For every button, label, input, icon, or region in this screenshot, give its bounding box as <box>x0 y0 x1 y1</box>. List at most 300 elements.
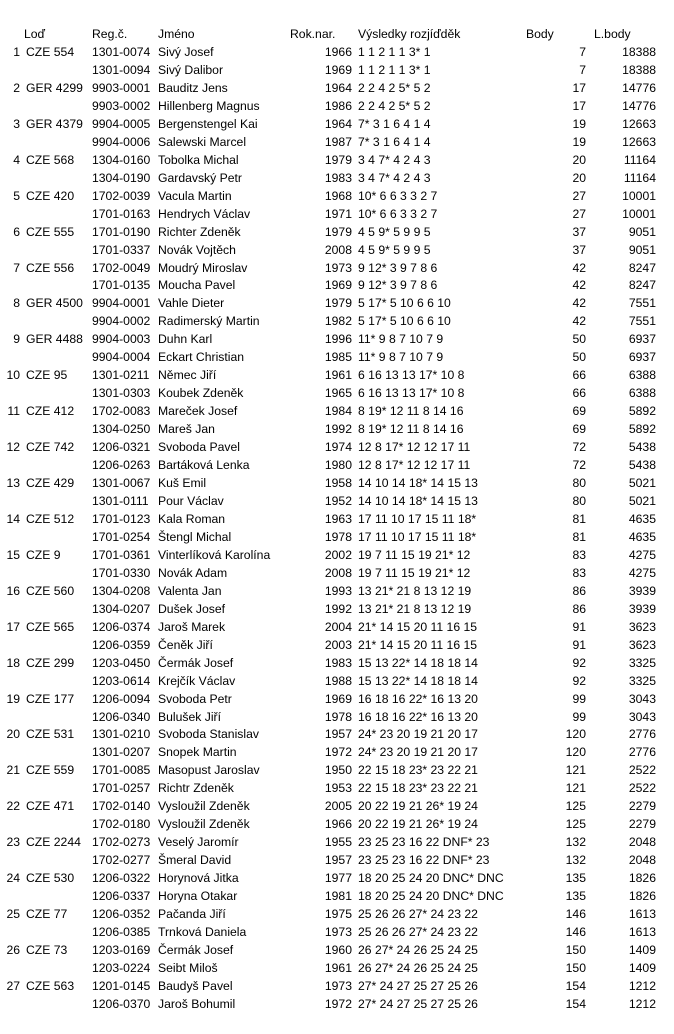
sailor-name-cell: Svoboda Pavel <box>158 440 240 455</box>
sailor-name-cell: Vacula Martin <box>158 188 232 203</box>
table-row <box>0 151 674 169</box>
ranking-points-cell: 1826 <box>628 889 656 904</box>
ranking-points-cell: 5892 <box>628 422 656 437</box>
position-cell <box>0 276 20 294</box>
ranking-points-cell: 3939 <box>628 583 656 598</box>
ranking-points-cell: 12663 <box>622 116 656 131</box>
points-cell: 81 <box>572 511 586 526</box>
position-cell <box>0 708 20 726</box>
ranking-points-cell: 9051 <box>628 224 656 239</box>
boat-cell: CZE 565 <box>26 619 75 634</box>
boat-cell: CZE 554 <box>26 45 75 59</box>
header-results: Výsledky rozjíďděk <box>358 27 461 41</box>
ranking-points-cell: 5438 <box>628 458 656 473</box>
race-results-cell: 19 7 11 15 19 21* 12 <box>358 547 471 562</box>
birth-year-cell: 1979 <box>324 224 352 239</box>
points-cell: 42 <box>572 314 586 329</box>
boat-cell: CZE 568 <box>26 152 75 167</box>
reg-number-cell: 1301-0094 <box>92 62 151 77</box>
boat-cell <box>26 456 90 474</box>
ranking-points-cell: 5021 <box>628 476 656 491</box>
reg-number-cell: 9904-0003 <box>92 332 151 347</box>
position-cell <box>0 600 20 618</box>
sailor-name-cell: Gardavský Petr <box>158 170 242 185</box>
boat-cell: CZE 9 <box>26 547 61 562</box>
table-row <box>0 276 674 294</box>
race-results-cell: 15 13 22* 14 18 18 14 <box>358 655 478 670</box>
reg-number-cell: 1701-0123 <box>92 511 151 526</box>
birth-year-cell: 1977 <box>324 871 352 886</box>
position-cell <box>0 205 20 223</box>
reg-number-cell: 1702-0180 <box>92 817 151 832</box>
table-row <box>0 115 674 133</box>
sailor-name-cell: Vysloužil Zdeněk <box>158 799 250 814</box>
ranking-points-cell: 14776 <box>622 80 656 95</box>
position-cell <box>0 564 20 582</box>
position-cell: 11 <box>7 404 20 419</box>
table-row <box>0 205 674 223</box>
header-boat: Loď <box>24 27 46 41</box>
position-cell <box>0 851 20 869</box>
ranking-points-cell: 7551 <box>628 314 656 329</box>
birth-year-cell: 1966 <box>324 45 352 59</box>
boat-cell <box>26 779 90 797</box>
boat-cell: CZE 742 <box>26 440 75 455</box>
ranking-points-cell: 6937 <box>628 350 656 365</box>
sailor-name-cell: Moudrý Miroslav <box>158 260 248 275</box>
boat-cell: CZE 412 <box>26 404 75 419</box>
table-row <box>0 959 674 977</box>
ranking-points-cell: 3325 <box>628 673 656 688</box>
reg-number-cell: 1206-0340 <box>92 709 151 724</box>
ranking-points-cell: 3623 <box>628 619 656 634</box>
boat-cell: CZE 429 <box>26 476 75 491</box>
race-results-cell: 22 15 18 23* 23 22 21 <box>358 763 478 778</box>
ranking-points-cell: 3623 <box>628 637 656 652</box>
boat-cell <box>26 959 90 977</box>
points-cell: 66 <box>572 368 586 383</box>
points-cell: 27 <box>572 188 586 203</box>
points-cell: 42 <box>572 296 586 311</box>
points-cell: 20 <box>572 170 586 185</box>
boat-cell: CZE 531 <box>26 727 75 742</box>
birth-year-cell: 1953 <box>324 781 352 796</box>
position-cell <box>0 97 20 115</box>
points-cell: 69 <box>572 404 586 419</box>
race-results-cell: 26 27* 24 26 25 24 25 <box>358 943 478 957</box>
birth-year-cell: 1958 <box>324 476 352 491</box>
table-row <box>0 366 674 384</box>
boat-cell <box>26 995 90 1013</box>
race-results-cell: 9 12* 3 9 7 8 6 <box>358 260 438 275</box>
boat-cell: CZE 77 <box>26 907 68 922</box>
ranking-points-cell: 1826 <box>628 871 656 886</box>
boat-cell <box>26 672 90 690</box>
birth-year-cell: 1969 <box>324 278 352 293</box>
ranking-points-cell: 11164 <box>623 152 656 167</box>
race-results-cell: 11* 9 8 7 10 7 9 <box>358 332 444 347</box>
points-cell: 150 <box>565 960 586 975</box>
position-cell <box>0 995 20 1013</box>
position-cell <box>0 815 20 833</box>
table-row <box>0 223 674 241</box>
points-cell: 7 <box>579 45 586 59</box>
position-cell: 26 <box>6 943 20 957</box>
ranking-points-cell: 14776 <box>622 98 656 113</box>
sailor-name-cell: Richtr Zdeněk <box>158 781 234 796</box>
race-results-cell: 10* 6 6 3 3 2 7 <box>358 206 438 221</box>
points-cell: 132 <box>565 853 586 868</box>
table-row <box>0 510 674 528</box>
race-results-cell: 19 7 11 15 19 21* 12 <box>358 565 471 580</box>
reg-number-cell: 9904-0002 <box>92 314 151 329</box>
birth-year-cell: 1986 <box>324 98 352 113</box>
ranking-points-cell: 5438 <box>628 440 656 455</box>
position-cell: 17 <box>6 619 20 634</box>
points-cell: 37 <box>572 242 586 257</box>
points-cell: 92 <box>572 655 586 670</box>
race-results-cell: 20 22 19 21 26* 19 24 <box>358 817 478 832</box>
birth-year-cell: 1964 <box>324 116 352 131</box>
sailor-name-cell: Eckart Christian <box>158 350 245 365</box>
table-row <box>0 97 674 115</box>
ranking-points-cell: 2522 <box>628 781 656 796</box>
position-cell <box>0 133 20 151</box>
boat-cell <box>26 564 90 582</box>
boat-cell: CZE 530 <box>26 871 75 886</box>
table-row <box>0 79 674 97</box>
race-results-cell: 23 25 23 16 22 DNF* 23 <box>358 835 490 850</box>
ranking-points-cell: 3043 <box>628 691 656 706</box>
position-cell: 22 <box>6 799 20 814</box>
ranking-points-cell: 1212 <box>628 978 656 993</box>
ranking-points-cell: 8247 <box>628 260 656 275</box>
table-row <box>0 654 674 672</box>
sailor-name-cell: Richter Zdeněk <box>158 224 241 239</box>
sailor-name-cell: Hillenberg Magnus <box>158 98 260 113</box>
race-results-cell: 21* 14 15 20 11 16 15 <box>358 619 478 634</box>
reg-number-cell: 1701-0135 <box>92 278 151 293</box>
table-row <box>0 815 674 833</box>
race-results-cell: 6 16 13 13 17* 10 8 <box>358 368 465 383</box>
table-row <box>0 546 674 564</box>
race-results-cell: 24* 23 20 19 21 20 17 <box>358 745 478 760</box>
points-cell: 150 <box>565 943 586 957</box>
table-row <box>0 672 674 690</box>
table-row <box>0 869 674 887</box>
ranking-points-cell: 11164 <box>623 170 656 185</box>
birth-year-cell: 1983 <box>324 170 352 185</box>
position-cell: 3 <box>13 116 20 131</box>
sailor-name-cell: Vinterlíková Karolína <box>158 547 271 562</box>
points-cell: 146 <box>565 925 586 940</box>
birth-year-cell: 1978 <box>324 529 352 544</box>
ranking-points-cell: 4635 <box>628 529 656 544</box>
reg-number-cell: 9903-0001 <box>92 80 151 95</box>
race-results-cell: 6 16 13 13 17* 10 8 <box>358 386 465 401</box>
table-row <box>0 600 674 618</box>
points-cell: 135 <box>565 871 586 886</box>
ranking-points-cell: 1212 <box>628 996 656 1011</box>
boat-cell <box>26 97 90 115</box>
sailor-name-cell: Radimerský Martin <box>158 314 260 329</box>
race-results-cell: 24* 23 20 19 21 20 17 <box>358 727 478 742</box>
sailor-name-cell: Koubek Zdeněk <box>158 386 244 401</box>
position-cell <box>0 492 20 510</box>
birth-year-cell: 2004 <box>324 619 352 634</box>
points-cell: 66 <box>572 386 586 401</box>
birth-year-cell: 1966 <box>324 817 352 832</box>
table-row <box>0 923 674 941</box>
position-cell: 18 <box>6 655 20 670</box>
race-results-cell: 18 20 25 24 20 DNC* DNC <box>358 889 504 904</box>
ranking-points-cell: 4275 <box>628 547 656 562</box>
position-cell <box>0 456 20 474</box>
reg-number-cell: 1701-0337 <box>92 242 151 257</box>
table-row <box>0 348 674 366</box>
reg-number-cell: 1301-0067 <box>92 476 151 491</box>
birth-year-cell: 1984 <box>324 404 352 419</box>
race-results-cell: 3 4 7* 4 2 4 3 <box>358 152 431 167</box>
sailor-name-cell: Svoboda Stanislav <box>158 727 259 742</box>
reg-number-cell: 1701-0254 <box>92 529 151 544</box>
table-row <box>0 977 674 995</box>
table-row <box>0 330 674 348</box>
points-cell: 17 <box>572 98 586 113</box>
race-results-cell: 20 22 19 21 26* 19 24 <box>358 799 478 814</box>
table-row <box>0 294 674 312</box>
sailor-name-cell: Vahle Dieter <box>158 296 225 311</box>
race-results-cell: 7* 3 1 6 4 1 4 <box>358 134 431 149</box>
ranking-points-cell: 3043 <box>628 709 656 724</box>
reg-number-cell: 1701-0257 <box>92 781 151 796</box>
table-row <box>0 169 674 187</box>
race-results-cell: 13 21* 21 8 13 12 19 <box>358 583 472 598</box>
position-cell <box>0 312 20 330</box>
ranking-points-cell: 3939 <box>628 601 656 616</box>
position-cell: 15 <box>6 547 20 562</box>
points-cell: 121 <box>565 781 586 796</box>
birth-year-cell: 1971 <box>324 206 352 221</box>
points-cell: 37 <box>572 224 586 239</box>
header-name: Jméno <box>158 27 195 41</box>
race-results-cell: 25 26 26 27* 24 23 22 <box>358 907 478 922</box>
birth-year-cell: 2008 <box>324 242 352 257</box>
race-results-cell: 3 4 7* 4 2 4 3 <box>358 170 431 185</box>
table-row <box>0 456 674 474</box>
position-cell <box>0 887 20 905</box>
sailor-name-cell: Kuš Emil <box>158 476 207 491</box>
points-cell: 86 <box>572 601 586 616</box>
boat-cell: GER 4379 <box>26 116 83 131</box>
points-cell: 7 <box>579 62 586 77</box>
table-row <box>0 133 674 151</box>
header-row <box>0 25 674 43</box>
position-cell <box>0 636 20 654</box>
position-cell <box>0 672 20 690</box>
reg-number-cell: 1301-0207 <box>92 745 151 760</box>
reg-number-cell: 1201-0145 <box>92 978 151 993</box>
position-cell: 16 <box>6 583 20 598</box>
birth-year-cell: 1996 <box>324 332 352 347</box>
reg-number-cell: 1206-0374 <box>92 619 151 634</box>
race-results-cell: 15 13 22* 14 18 18 14 <box>358 673 478 688</box>
position-cell: 27 <box>6 978 20 993</box>
boat-cell <box>26 887 90 905</box>
table-row <box>0 528 674 546</box>
table-row <box>0 61 674 79</box>
ranking-points-cell: 2279 <box>628 799 656 814</box>
sailor-name-cell: Svoboda Petr <box>158 691 232 706</box>
reg-number-cell: 1702-0083 <box>92 404 151 419</box>
race-results-cell: 13 21* 21 8 13 12 19 <box>358 601 472 616</box>
header-year: Rok.nar. <box>290 27 336 41</box>
birth-year-cell: 1969 <box>324 691 352 706</box>
reg-number-cell: 1304-0160 <box>92 152 151 167</box>
points-cell: 86 <box>572 583 586 598</box>
table-row <box>0 312 674 330</box>
reg-number-cell: 1701-0085 <box>92 763 151 778</box>
boat-cell: CZE 559 <box>26 763 75 778</box>
birth-year-cell: 1955 <box>324 835 352 850</box>
birth-year-cell: 1963 <box>324 511 352 526</box>
birth-year-cell: 1965 <box>324 386 352 401</box>
reg-number-cell: 9904-0006 <box>92 134 151 149</box>
race-results-cell: 21* 14 15 20 11 16 15 <box>358 637 478 652</box>
birth-year-cell: 1981 <box>324 889 352 904</box>
table-row <box>0 582 674 600</box>
boat-cell <box>26 492 90 510</box>
sailor-name-cell: Novák Vojtěch <box>158 242 236 257</box>
reg-number-cell: 1301-0211 <box>92 368 150 383</box>
position-cell: 8 <box>13 296 20 311</box>
race-results-cell: 16 18 16 22* 16 13 20 <box>358 709 478 724</box>
points-cell: 121 <box>565 763 586 778</box>
birth-year-cell: 1973 <box>324 260 352 275</box>
points-cell: 72 <box>572 440 586 455</box>
sailor-name-cell: Čermák Josef <box>158 655 234 670</box>
birth-year-cell: 1979 <box>324 296 352 311</box>
reg-number-cell: 1206-0352 <box>92 907 151 922</box>
table-row <box>0 384 674 402</box>
race-results-cell: 12 8 17* 12 12 17 11 <box>358 458 471 473</box>
points-cell: 80 <box>572 476 586 491</box>
birth-year-cell: 1950 <box>324 763 352 778</box>
race-results-cell: 8 19* 12 11 8 14 16 <box>358 404 464 419</box>
points-cell: 27 <box>572 206 586 221</box>
table-row <box>0 474 674 492</box>
race-results-cell: 4 5 9* 5 9 9 5 <box>358 242 431 257</box>
boat-cell: CZE 563 <box>26 978 75 993</box>
table-row <box>0 241 674 259</box>
ranking-points-cell: 1613 <box>628 907 656 922</box>
points-cell: 69 <box>572 422 586 437</box>
position-cell: 9 <box>13 332 20 347</box>
birth-year-cell: 1993 <box>324 583 352 598</box>
position-cell: 13 <box>6 476 20 491</box>
sailor-name-cell: Sivý Dalibor <box>158 62 224 77</box>
sailor-name-cell: Novák Adam <box>158 565 228 580</box>
race-results-cell: 1 1 2 1 1 3* 1 <box>358 45 431 59</box>
ranking-points-cell: 18388 <box>622 62 656 77</box>
boat-cell <box>26 600 90 618</box>
sailor-name-cell: Tobolka Michal <box>158 152 239 167</box>
ranking-points-cell: 18388 <box>622 45 656 59</box>
position-cell: 20 <box>6 727 20 742</box>
sailor-name-cell: Masopust Jaroslav <box>158 763 260 778</box>
sailor-name-cell: Seibt Miloš <box>158 960 218 975</box>
table-row <box>0 492 674 510</box>
reg-number-cell: 1304-0250 <box>92 422 151 437</box>
reg-number-cell: 1304-0207 <box>92 601 151 616</box>
ranking-points-cell: 7551 <box>628 296 656 311</box>
reg-number-cell: 1206-0263 <box>92 458 151 473</box>
boat-cell: CZE 95 <box>26 368 68 383</box>
race-results-cell: 11* 9 8 7 10 7 9 <box>358 350 444 365</box>
reg-number-cell: 1701-0163 <box>92 206 151 221</box>
points-cell: 154 <box>565 978 586 993</box>
table-row <box>0 761 674 779</box>
sailor-name-cell: Duhn Karl <box>158 332 213 347</box>
position-cell <box>0 61 20 79</box>
sailor-name-cell: Salewski Marcel <box>158 134 247 149</box>
sailor-name-cell: Hendrych Václav <box>158 206 251 221</box>
race-results-cell: 2 2 4 2 5* 5 2 <box>358 98 431 113</box>
table-row <box>0 438 674 456</box>
birth-year-cell: 1952 <box>324 494 352 508</box>
points-cell: 132 <box>565 835 586 850</box>
reg-number-cell: 1206-0385 <box>92 925 151 940</box>
boat-cell <box>26 205 90 223</box>
position-cell <box>0 743 20 761</box>
birth-year-cell: 1973 <box>324 978 352 993</box>
position-cell: 21 <box>6 763 20 778</box>
ranking-points-cell: 10001 <box>622 206 656 221</box>
race-results-cell: 14 10 14 18* 14 15 13 <box>358 476 478 491</box>
table-row <box>0 905 674 923</box>
points-cell: 81 <box>572 529 586 544</box>
birth-year-cell: 2008 <box>324 565 352 580</box>
boat-cell <box>26 241 90 259</box>
table-row <box>0 420 674 438</box>
ranking-points-cell: 4635 <box>628 511 656 526</box>
birth-year-cell: 2002 <box>324 547 352 562</box>
points-cell: 120 <box>565 745 586 760</box>
birth-year-cell: 2005 <box>324 799 352 814</box>
race-results-cell: 14 10 14 18* 14 15 13 <box>358 494 478 508</box>
position-cell <box>0 420 20 438</box>
boat-cell <box>26 851 90 869</box>
race-results-cell: 1 1 2 1 1 3* 1 <box>358 62 431 77</box>
birth-year-cell: 1982 <box>324 314 352 329</box>
header-reg: Reg.č. <box>92 27 128 41</box>
boat-cell <box>26 348 90 366</box>
boat-cell: CZE 555 <box>26 224 75 239</box>
table-row <box>0 941 674 959</box>
race-results-cell: 27* 24 27 25 27 25 26 <box>358 996 478 1011</box>
birth-year-cell: 1979 <box>324 152 352 167</box>
sailor-name-cell: Sivý Josef <box>158 45 214 59</box>
points-cell: 42 <box>572 260 586 275</box>
birth-year-cell: 1969 <box>324 62 352 77</box>
race-results-cell: 9 12* 3 9 7 8 6 <box>358 278 438 293</box>
position-cell <box>0 923 20 941</box>
points-cell: 125 <box>565 799 586 814</box>
ranking-points-cell: 4275 <box>628 565 656 580</box>
header-points: Body <box>526 27 554 41</box>
ranking-points-cell: 1409 <box>628 960 656 975</box>
position-cell <box>0 241 20 259</box>
